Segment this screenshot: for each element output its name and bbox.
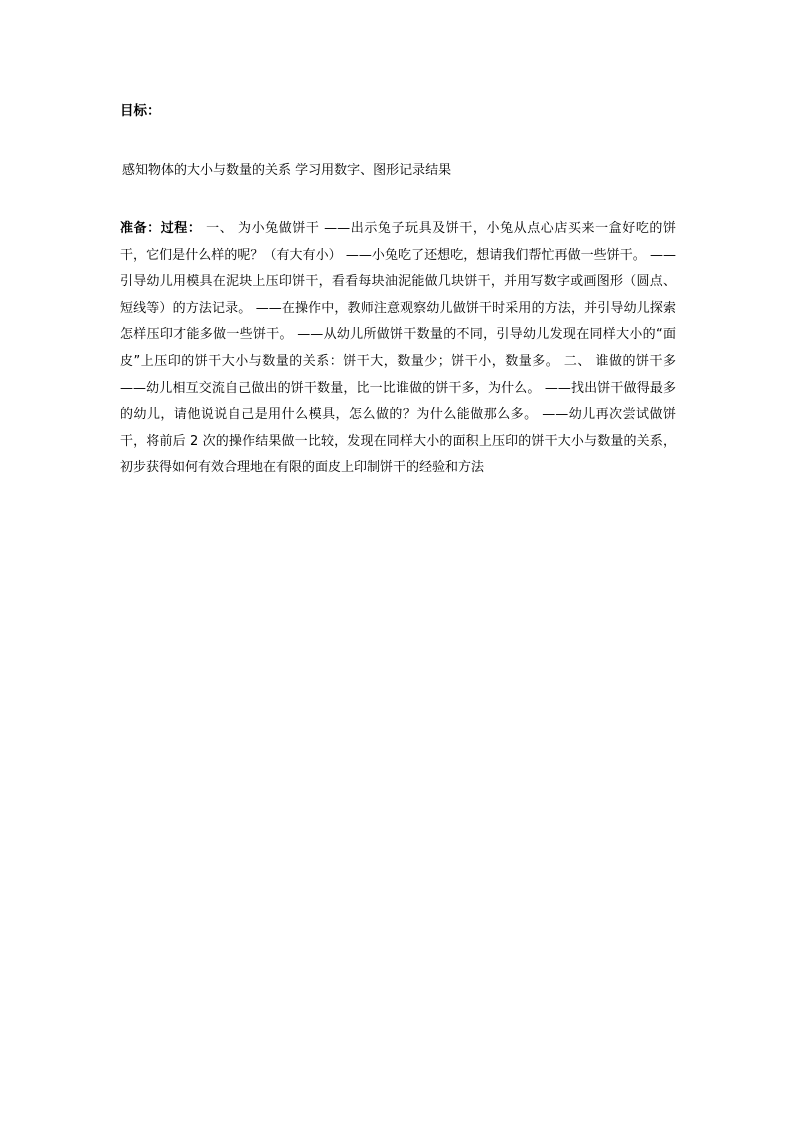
prep-label: 准备： (120, 221, 161, 236)
goal-heading: 目标： (120, 103, 161, 119)
process-body-text: 一、 为小兔做饼干 ——出示兔子玩具及饼干，小兔从点心店买来一盒好吃的饼干，它们是什么样的呢？（有大有小） ——小兔吃了还想吃，想请我们帮忙再做一些饼干。 ——引导幼儿用模具在泥块上压印饼干，看看每块油泥能做几块饼干，并用写数字或画图形（圆点、短线等）的方法记录。 ——在操作中，教师注意观察幼儿做饼干时采用的方法，并引导幼儿探索怎样压印才能多做一些饼干。 ——从幼儿所做饼干数量的不同，引导幼儿发现在同样大小的“面皮”上压印的饼干大小与数量的关系：饼干大，数量少；饼干小，数量多。 二、 谁做的饼干多 ——幼儿相互交流自己做出的饼干数量，比一比谁做的饼干多，为什么。 ——找出饼干做得最多的幼儿，请他说说自己是用什么模具，怎么做的？为什么能做那么多。 ——幼儿再次尝试做饼干，将前后 2 次的操作结果做一比较，发现在同样大小的面积上压印的饼干大小与数量的关系，初步获得如何有效合理地在有限的面皮上印制饼干的经验和方法 (120, 221, 676, 476)
goal-text: 感知物体的大小与数量的关系 学习用数字、图形记录结果 (122, 163, 452, 178)
process-paragraph (120, 216, 676, 482)
process-label: 过程： (160, 221, 202, 236)
